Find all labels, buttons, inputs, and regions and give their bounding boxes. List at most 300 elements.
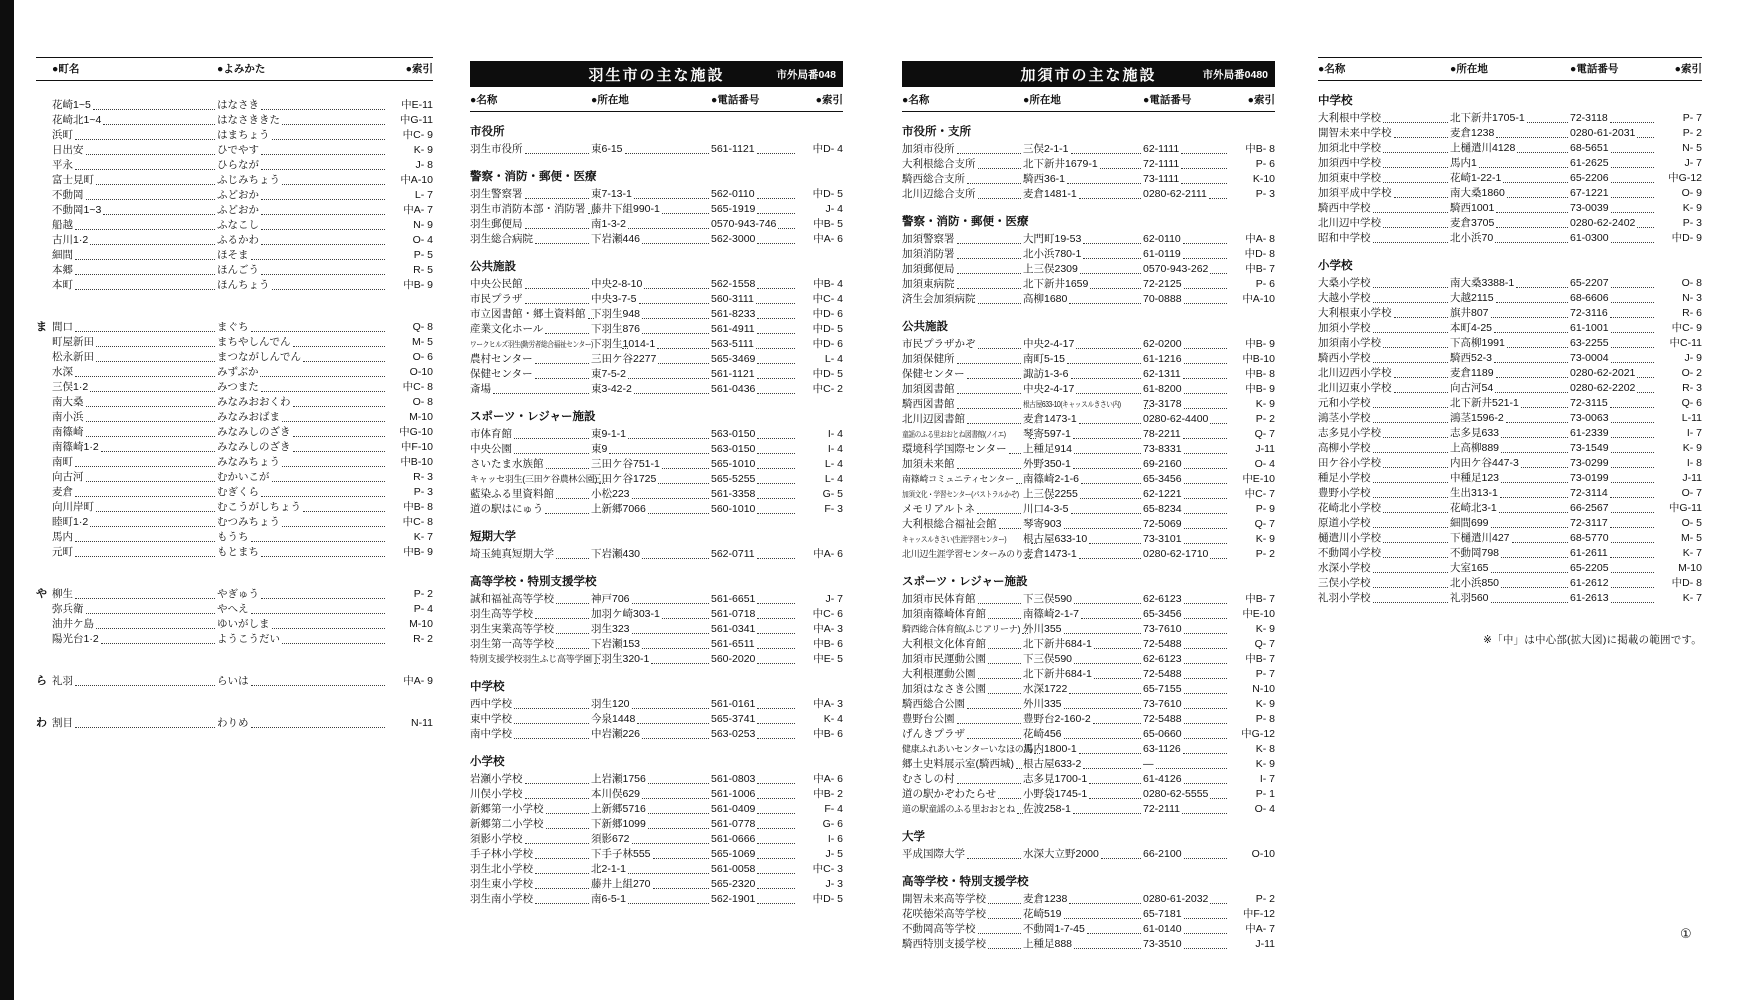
facility-row [902, 502, 1275, 517]
facility-address: 藤井下組990-1 [591, 203, 660, 215]
facility-name: 市立図書館・郷土資料館 [470, 308, 586, 320]
facility-phone: 73-0299 [1570, 457, 1609, 469]
facility-name: 斎場 [470, 383, 491, 395]
town-name: 馬内 [52, 531, 73, 543]
facility-address: 下岩瀬430 [591, 548, 641, 560]
facility-address: 三俣2-1-1 [1023, 143, 1069, 155]
leader-dots [1637, 392, 1654, 393]
leader-dots [293, 451, 386, 452]
leader-dots [757, 888, 795, 889]
leader-dots [535, 378, 589, 379]
kazo-area-code: 市外局番0480 [1202, 68, 1268, 81]
leader-dots [644, 288, 709, 289]
facility-phone: 62-1311 [1143, 368, 1181, 380]
facility-name: 川俣小学校 [470, 788, 523, 800]
facility-map-index: 中B- 2 [813, 788, 843, 800]
leader-dots [1496, 377, 1568, 378]
leader-dots [757, 363, 795, 364]
leader-dots [599, 483, 605, 484]
facility-name: 羽生第一高等学校 [470, 638, 554, 650]
facility-section [470, 530, 843, 562]
facility-name: 大利根総合福祉会館 [902, 518, 997, 530]
leader-dots [642, 333, 709, 334]
leader-dots [1184, 723, 1227, 724]
town-row [52, 98, 433, 113]
facility-map-index: L- 4 [824, 458, 843, 470]
leader-dots [1064, 528, 1141, 529]
leader-dots [96, 184, 215, 185]
facility-map-index: K- 7 [1682, 547, 1702, 559]
leader-dots [261, 598, 385, 599]
leader-dots [1184, 693, 1227, 694]
leader-dots [1094, 678, 1141, 679]
town-yomi: みなみしのざき [217, 426, 291, 438]
facility-map-index: 中B- 6 [813, 728, 843, 740]
leader-dots [1184, 513, 1227, 514]
leader-dots [556, 648, 589, 649]
facility-phone: 66-2100 [1143, 848, 1182, 860]
facility-map-index: O- 5 [1681, 517, 1702, 529]
facility-name: 特別支援学校羽生ふじ高等学園 [470, 654, 592, 664]
facility-phone: 73-0063 [1570, 412, 1609, 424]
facility-row [1318, 141, 1702, 156]
leader-dots [1184, 393, 1227, 394]
facility-address: 北下新井1705-1 [1450, 112, 1525, 124]
facility-phone: 73-1111 [1143, 173, 1180, 185]
leader-dots [756, 303, 795, 304]
facility-map-index: 中C- 4 [812, 293, 843, 305]
leader-dots [251, 259, 386, 260]
facility-name: 開智未来中学校 [1318, 127, 1392, 139]
town-row [52, 530, 433, 545]
leader-dots [757, 483, 795, 484]
header-index: ●索引 [815, 94, 843, 106]
facility-phone: 561-6651 [711, 593, 756, 605]
facility-row [902, 442, 1275, 457]
facility-row [470, 382, 843, 397]
facility-phone: 561-0803 [711, 773, 756, 785]
town-map-index: O- 8 [412, 396, 433, 408]
facility-phone: 561-0718 [711, 608, 756, 620]
facility-phone: 73-7610 [1143, 698, 1182, 710]
header-address: ●所在地 [1450, 63, 1488, 75]
facility-map-index: 中E-10 [1242, 608, 1275, 620]
facility-section-heading: 警察・消防・郵便・医療 [470, 171, 597, 183]
town-row [52, 455, 433, 470]
leader-dots [556, 498, 589, 499]
town-name: 三俣1·2 [52, 381, 89, 393]
facility-map-index: I- 4 [827, 428, 843, 440]
town-map-index: O- 4 [412, 234, 433, 246]
facility-map-index: 中B- 4 [813, 278, 843, 290]
leader-dots [1101, 858, 1141, 859]
leader-dots [96, 361, 215, 362]
leader-dots [525, 153, 590, 154]
facility-name: 市民プラザかぞ [902, 338, 976, 350]
facility-phone: 565-1069 [711, 848, 756, 860]
facility-phone: 560-1010 [711, 503, 756, 515]
header-index: ●索引 [1247, 94, 1275, 106]
leader-dots [545, 513, 589, 514]
facility-phone: 62-6123 [1143, 593, 1182, 605]
facility-name: 市体育館 [470, 428, 512, 440]
facility-phone: 61-1001 [1570, 322, 1609, 334]
kana-group-rows [52, 320, 433, 560]
leader-dots [525, 783, 590, 784]
hanyu-table-header [470, 89, 843, 112]
leader-dots [642, 318, 709, 319]
leader-dots [1183, 258, 1227, 259]
leader-dots [525, 843, 590, 844]
leader-dots [1501, 452, 1568, 453]
facility-address: 三田ケ谷2277 [591, 353, 657, 365]
facility-address: 北小浜780-1 [1023, 248, 1082, 260]
facility-phone: 0280-61-2031 [1570, 127, 1636, 139]
facility-row [902, 352, 1275, 367]
town-name: 柳生 [52, 588, 73, 600]
leader-dots [261, 214, 385, 215]
town-yomi: まぐち [217, 321, 249, 333]
facility-map-index: K- 9 [1255, 758, 1275, 770]
leader-dots [1491, 602, 1568, 603]
leader-dots [1184, 528, 1227, 529]
leader-dots [1512, 542, 1568, 543]
leader-dots [622, 348, 628, 349]
leader-dots [1064, 738, 1141, 739]
facility-row [902, 277, 1275, 292]
facility-map-index: J-11 [1255, 443, 1275, 455]
facility-address: 諏訪1-3-6 [1023, 368, 1069, 380]
leader-dots [632, 843, 709, 844]
leader-dots [1383, 167, 1448, 168]
leader-dots [86, 481, 216, 482]
facility-map-index: R- 6 [1682, 307, 1702, 319]
leader-dots [1017, 813, 1023, 814]
leader-dots [1479, 167, 1568, 168]
town-map-index: 中A- 7 [403, 204, 433, 216]
facility-phone: 65-3456 [1143, 473, 1182, 485]
header-town-name: ●町名 [52, 63, 80, 75]
leader-dots [75, 274, 215, 275]
facility-address: 内田ケ谷447-3 [1450, 457, 1519, 469]
facility-row [902, 517, 1275, 532]
leader-dots [1394, 197, 1449, 198]
facility-phone: 78-2211 [1143, 428, 1181, 440]
town-map-index: M- 5 [412, 336, 433, 348]
facility-section-heading: 市役所 [470, 126, 505, 138]
facility-phone: 0280-62-4400 [1143, 413, 1209, 425]
facility-section-heading: 警察・消防・郵便・医療 [902, 216, 1029, 228]
town-map-index: M-10 [409, 411, 433, 423]
leader-dots [1184, 648, 1227, 649]
facility-row [902, 907, 1275, 922]
facility-name: 開智未来高等学校 [902, 893, 986, 905]
leader-dots [1064, 918, 1141, 919]
leader-dots [86, 406, 216, 407]
town-yomi: ふじみちょう [217, 174, 280, 186]
facility-section [470, 260, 843, 397]
facility-row [470, 442, 843, 457]
facility-name: 原道小学校 [1318, 517, 1371, 529]
facility-row [470, 322, 843, 337]
leader-dots [272, 139, 386, 140]
leader-dots [525, 303, 590, 304]
facility-section-rows [902, 847, 1275, 862]
facility-address: 下岩瀬153 [591, 638, 641, 650]
leader-dots [757, 318, 795, 319]
leader-dots [978, 933, 1022, 934]
facility-section-rows [902, 592, 1275, 817]
leader-dots [1610, 527, 1654, 528]
facility-address: 麦倉1473-1 [1023, 548, 1077, 560]
leader-dots [1184, 468, 1227, 469]
facility-name: 加須郵便局 [902, 263, 955, 275]
facility-address: 南6-5-1 [591, 893, 627, 905]
leader-dots [658, 483, 709, 484]
town-map-index: O- 6 [412, 351, 433, 363]
facility-name: 環境科学国際センター [902, 443, 1007, 455]
leader-dots [1507, 347, 1568, 348]
town-name: 細間 [52, 249, 73, 261]
leader-dots [1183, 753, 1227, 754]
facility-section-heading: 公共施設 [470, 261, 516, 273]
facility-row [902, 802, 1275, 817]
facility-address: 下羽生1014-1 [591, 338, 656, 350]
leader-dots [757, 198, 795, 199]
facility-address: 東6-15 [591, 143, 623, 155]
facility-address: 外川335 [1023, 698, 1062, 710]
header-index: ●索引 [405, 63, 433, 75]
leader-dots [757, 708, 795, 709]
leader-dots [514, 708, 589, 709]
town-yomi: ひでやす [217, 144, 259, 156]
leader-dots [1184, 618, 1227, 619]
facility-map-index: P- 3 [1255, 188, 1275, 200]
leader-dots [1184, 708, 1227, 709]
town-yomi: むこうがしちょう [217, 501, 301, 513]
facility-map-index: 中E- 5 [813, 653, 843, 665]
facility-section-rows [470, 277, 843, 397]
leader-dots [90, 391, 215, 392]
facility-phone: 561-0341 [711, 623, 756, 635]
facility-phone: 0280-62-2111 [1143, 188, 1207, 200]
leader-dots [261, 274, 385, 275]
facility-phone: 562-3000 [711, 233, 756, 245]
facility-phone: 61-2625 [1570, 157, 1609, 169]
facility-section-rows [902, 142, 1275, 202]
facility-phone: 0570-943-746 [711, 218, 777, 230]
facility-row [902, 727, 1275, 742]
leader-dots [514, 738, 589, 739]
leader-dots [653, 888, 709, 889]
leader-dots [642, 558, 709, 559]
facility-row [1318, 186, 1702, 201]
leader-dots [1501, 557, 1568, 558]
leader-dots [757, 723, 795, 724]
facility-row [470, 352, 843, 367]
leader-dots [282, 466, 385, 467]
leader-dots [1182, 813, 1227, 814]
town-name: 南篠崎 [52, 426, 84, 438]
facility-row [1318, 441, 1702, 456]
leader-dots [1156, 768, 1228, 769]
facility-name: 大利根運動公園 [902, 668, 976, 680]
header-yomikata: ●よみかた [217, 63, 266, 75]
facility-row [902, 652, 1275, 667]
town-name: 麦倉 [52, 486, 73, 498]
leader-dots [628, 873, 709, 874]
town-row [52, 158, 433, 173]
facility-address: 羽生323 [591, 623, 630, 635]
leader-dots [1611, 332, 1654, 333]
town-yomi: ようこうだい [217, 633, 280, 645]
header-index: ●索引 [1674, 63, 1702, 75]
leader-dots [261, 169, 385, 170]
leader-dots [967, 738, 1021, 739]
leader-dots [1383, 437, 1448, 438]
kazo-title: 加須市の主な施設 [1020, 66, 1157, 84]
facility-name: 大利根東小学校 [1318, 307, 1392, 319]
leader-dots [662, 618, 709, 619]
leader-dots [535, 873, 589, 874]
town-row [52, 470, 433, 485]
facility-map-index: 中B- 9 [1245, 338, 1275, 350]
leader-dots [1495, 392, 1568, 393]
leader-dots [1506, 422, 1568, 423]
facility-address: 礼羽560 [1450, 592, 1489, 604]
facility-phone: 0570-943-262 [1143, 263, 1209, 275]
facility-address: 北小浜70 [1450, 232, 1494, 244]
facility-map-index: K- 9 [1255, 698, 1275, 710]
facility-name: ワークヒルズ羽生(勤労者総合福祉センター) [470, 340, 593, 349]
leader-dots [1373, 452, 1449, 453]
leader-dots [1491, 572, 1568, 573]
leader-dots [90, 526, 215, 527]
facility-map-index: 中B- 8 [1245, 143, 1275, 155]
facility-address: 南大桑3388-1 [1450, 277, 1515, 289]
facility-phone: 62-0200 [1143, 338, 1182, 350]
facility-map-index: 中E-10 [1242, 473, 1275, 485]
leader-dots [1184, 288, 1227, 289]
facility-name: 中央公園 [470, 443, 512, 455]
leader-dots [251, 613, 386, 614]
leader-dots [757, 558, 795, 559]
leader-dots [75, 376, 215, 377]
facility-map-index: O- 4 [1254, 803, 1275, 815]
facility-map-index: P- 3 [1682, 217, 1702, 229]
facility-address: 下羽生876 [591, 323, 641, 335]
leader-dots [1089, 783, 1141, 784]
leader-dots [757, 828, 795, 829]
leader-dots [75, 331, 215, 332]
facility-map-index: F- 4 [824, 803, 843, 815]
kana-group-rows [52, 716, 433, 731]
facility-section-rows [470, 187, 843, 247]
leader-dots [514, 438, 589, 439]
facility-map-index: O- 9 [1681, 187, 1702, 199]
leader-dots [261, 496, 385, 497]
town-map-index: P- 2 [413, 588, 433, 600]
facility-phone: 561-0436 [711, 383, 756, 395]
facility-name: げんきプラザ [902, 728, 965, 740]
facility-phone: 69-2160 [1143, 458, 1182, 470]
facility-row [1318, 306, 1702, 321]
town-name: 本町 [52, 279, 73, 291]
town-yomi: むぎくら [217, 486, 259, 498]
facility-phone: 73-8331 [1143, 443, 1182, 455]
facility-phone: 72-3117 [1570, 517, 1608, 529]
facility-phone: 66-2567 [1570, 502, 1609, 514]
kana-label: ら [36, 675, 47, 687]
leader-dots [757, 333, 795, 334]
leader-dots [1184, 363, 1227, 364]
leader-dots [967, 378, 1021, 379]
leader-dots [988, 918, 1021, 919]
leader-dots [1181, 153, 1227, 154]
facility-section-heading: スポーツ・レジャー施設 [902, 576, 1028, 588]
facility-row [1318, 351, 1702, 366]
leader-dots [93, 109, 215, 110]
facility-phone: 561-0058 [711, 863, 756, 875]
facility-phone: 70-0888 [1143, 293, 1182, 305]
hanyu-title-bar [470, 61, 843, 87]
facility-name: メモリアルトネ [902, 503, 975, 515]
facility-name: 羽生高等学校 [470, 608, 533, 620]
facility-map-index: K- 8 [1255, 743, 1275, 755]
town-name: 油井ケ島 [52, 618, 94, 630]
facility-name: 保健センター [470, 368, 533, 380]
leader-dots [628, 903, 709, 904]
facility-phone: 0280-62-2402 [1570, 217, 1636, 229]
leader-dots [1184, 918, 1227, 919]
facility-address: 北2-1-1 [591, 863, 627, 875]
leader-dots [1501, 482, 1568, 483]
leader-dots [957, 408, 1022, 409]
facility-row [1318, 381, 1702, 396]
facility-name: 三俣小学校 [1318, 577, 1371, 589]
leader-dots [1517, 152, 1568, 153]
leader-dots [293, 346, 386, 347]
facility-address: 上新郷7066 [591, 503, 646, 515]
facility-row [1318, 171, 1702, 186]
facility-map-index: P- 8 [1255, 713, 1275, 725]
facility-section-rows [1318, 276, 1702, 606]
leader-dots [1076, 393, 1141, 394]
leader-dots [967, 858, 1021, 859]
facility-map-index: P- 7 [1682, 112, 1702, 124]
facility-section [902, 215, 1275, 307]
leader-dots [1030, 438, 1036, 439]
facility-map-index: P- 6 [1255, 278, 1275, 290]
facility-map-index: 中F-12 [1242, 908, 1275, 920]
facility-map-index: O- 2 [1681, 367, 1702, 379]
facility-row [1318, 576, 1702, 591]
town-map-index: 中C- 9 [402, 129, 433, 141]
facility-name: 加須未来館 [902, 458, 955, 470]
leader-dots [1081, 483, 1141, 484]
leader-dots [535, 363, 589, 364]
facility-map-index: P- 6 [1255, 158, 1275, 170]
leader-dots [261, 556, 385, 557]
leader-dots [1184, 783, 1227, 784]
leader-dots [86, 436, 216, 437]
leader-dots [75, 727, 215, 728]
facility-map-index: N-10 [1252, 683, 1275, 695]
leader-dots [1067, 363, 1141, 364]
facility-address: 根古屋633-10 [1023, 533, 1088, 545]
facility-row [470, 802, 843, 817]
town-map-index: Q- 8 [412, 321, 433, 333]
